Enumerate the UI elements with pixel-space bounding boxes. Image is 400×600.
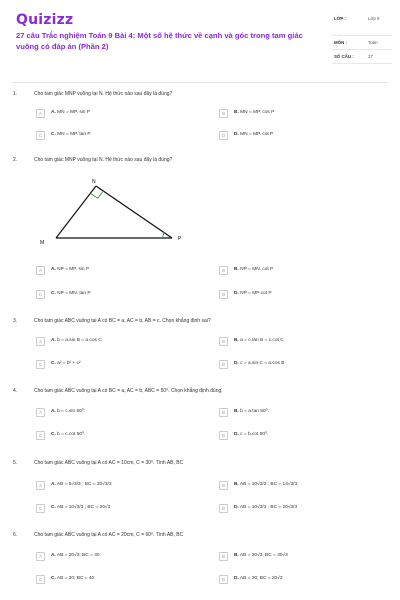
option-c[interactable]: [36, 575, 196, 587]
option-letter-box: A: [36, 266, 45, 275]
option-text: c = a.sin C = a.cos B: [240, 361, 285, 366]
option-text: NP = MP cot P: [240, 291, 272, 296]
option-text: AB = 10√3/3 ; BC = 20√3/3: [239, 505, 298, 510]
meta-value: Toán: [368, 40, 378, 45]
option-label: A.: [51, 482, 56, 487]
option-text: AB = 10√3/3 ; BC = 20√3: [56, 505, 111, 510]
option-text: AB = 20√3; BC = 40: [56, 553, 100, 558]
option-label: D.: [234, 576, 239, 581]
option-letter-box: C: [36, 431, 45, 440]
option-text: MN = MP. sin P: [57, 110, 90, 115]
option-text: AB = 5√3/3 ; BC = 20√3/3: [56, 482, 112, 487]
option-c[interactable]: [36, 504, 196, 516]
option-label: B.: [234, 110, 239, 115]
meta-value: Lớp 9: [368, 16, 380, 21]
option-text: AB = 20; BC = 40: [56, 576, 95, 581]
option-c[interactable]: [36, 290, 196, 302]
option-letter-box: C: [36, 504, 45, 513]
option-letter-box: D: [219, 360, 228, 369]
triangle-mnp-figure: [40, 176, 200, 248]
option-a[interactable]: [36, 337, 196, 349]
option-label: A.: [51, 267, 56, 272]
question-number: 3.: [13, 318, 18, 324]
option-text: AB = 20√3; BC = 40√3: [239, 553, 288, 558]
meta-row-subject: [332, 36, 392, 50]
option-text: NP = MP. sin P: [57, 267, 90, 272]
header-divider: [12, 82, 388, 83]
option-label: D.: [234, 361, 239, 366]
option-d[interactable]: [219, 504, 379, 516]
option-text: NP = MN. tan P: [57, 291, 91, 296]
option-letter-box: D: [219, 131, 228, 140]
option-text: a² = b² + c²: [57, 361, 81, 366]
option-text: MN = MP. cot P: [240, 132, 274, 137]
option-label: A.: [51, 409, 56, 414]
option-text: AB = 10√3/3 ; BC = 14√3/3: [239, 482, 298, 487]
option-letter-box: B: [219, 266, 228, 275]
question-text: Cho tam giác ABC vuông tại A có AC = 10cm, C = 30⁰. Tính AB, BC: [34, 460, 184, 466]
option-text: b = c.sin 50⁰.: [57, 409, 86, 414]
option-label: C.: [51, 432, 56, 437]
option-label: B.: [234, 267, 239, 272]
option-a[interactable]: [36, 266, 196, 278]
option-label: D.: [234, 432, 239, 437]
option-d[interactable]: [219, 360, 379, 372]
meta-key: SỐ CÂU :: [334, 54, 354, 59]
question-text: Cho tam giác MNP vuông tại N. Hệ thức nào sau đây là đúng?: [34, 91, 173, 97]
option-b[interactable]: [219, 266, 379, 278]
option-letter-box: C: [36, 360, 45, 369]
option-label: A.: [51, 110, 56, 115]
meta-key: MÔN :: [334, 40, 347, 45]
option-label: D.: [234, 291, 239, 296]
option-letter-box: A: [36, 337, 45, 346]
option-letter-box: B: [219, 337, 228, 346]
question-number: 5.: [13, 460, 18, 466]
option-text: a = c.tan B = c.cot C: [240, 338, 284, 343]
meta-row-count: [332, 50, 392, 64]
worksheet-title: 27 câu Trắc nghiệm Toán 9 Bài 4: Một số hệ thức về cạnh và góc trong tam giác vuông có đáp án (Phần 2): [16, 31, 303, 51]
option-letter-box: A: [36, 109, 45, 118]
option-c[interactable]: [36, 431, 196, 443]
right-angle-mark: [91, 191, 104, 198]
option-letter-box: A: [36, 481, 45, 490]
question-number: 2.: [13, 157, 18, 163]
option-b[interactable]: [219, 337, 379, 349]
option-b[interactable]: [219, 109, 379, 121]
option-letter-box: C: [36, 290, 45, 299]
option-b[interactable]: [219, 408, 379, 420]
option-letter-box: A: [36, 552, 45, 561]
option-letter-box: D: [219, 431, 228, 440]
option-label: B.: [234, 553, 239, 558]
option-label: A.: [51, 553, 56, 558]
option-a[interactable]: [36, 408, 196, 420]
question-text: Cho tam giác ABC vuông tại A có BC = a, AC = b, ABC = 50⁰. Chọn khẳng định đúng.: [34, 388, 223, 394]
option-text: AB = 20; BC = 20√3: [239, 576, 283, 581]
meta-row-class: [332, 12, 392, 36]
vertex-label-p: P: [178, 236, 182, 242]
option-letter-box: C: [36, 575, 45, 584]
option-letter-box: C: [36, 131, 45, 140]
option-d[interactable]: [219, 290, 379, 302]
option-d[interactable]: [219, 131, 379, 143]
question-number: 1.: [13, 91, 18, 97]
option-label: B.: [234, 482, 239, 487]
option-d[interactable]: [219, 431, 379, 443]
angle-p-mark: [162, 232, 164, 238]
option-letter-box: B: [219, 408, 228, 417]
option-d[interactable]: [219, 575, 379, 587]
option-text: b = a.tan 50⁰.: [240, 409, 269, 414]
option-letter-box: A: [36, 408, 45, 417]
meta-table: [332, 12, 392, 64]
option-letter-box: B: [219, 552, 228, 561]
meta-key: LỚP :: [334, 16, 346, 21]
option-label: C.: [51, 291, 56, 296]
option-letter-box: D: [219, 575, 228, 584]
option-b[interactable]: [219, 552, 379, 564]
vertex-label-m: M: [40, 240, 45, 246]
option-a[interactable]: [36, 481, 196, 493]
worksheet-header: [0, 0, 400, 82]
option-a[interactable]: [36, 552, 196, 564]
option-label: D.: [234, 505, 239, 510]
option-label: C.: [51, 505, 56, 510]
option-label: C.: [51, 132, 56, 137]
question-number: 6.: [13, 532, 18, 538]
option-a[interactable]: [36, 109, 196, 121]
option-b[interactable]: [219, 481, 379, 493]
option-c[interactable]: [36, 131, 196, 143]
question-number: 4.: [13, 388, 18, 394]
option-text: NP = MN. cot P: [240, 267, 274, 272]
question-text: Cho tam giác ABC vuông tại A có AC = 20cm, C = 60⁰. Tính AB, BC: [34, 532, 184, 538]
option-text: b = a.sin B = a.cos C: [57, 338, 102, 343]
option-label: A.: [51, 338, 56, 343]
option-letter-box: B: [219, 109, 228, 118]
option-letter-box: B: [219, 481, 228, 490]
vertex-label-n: N: [92, 179, 96, 185]
side-np: [96, 186, 172, 238]
option-text: MN = MP. cos P: [240, 110, 275, 115]
option-text: MN = MP. tan P: [57, 132, 91, 137]
option-label: C.: [51, 361, 56, 366]
question-text: Cho tam giác MNP vuông tại N. Hệ thức nào sau đây là đúng?: [34, 157, 173, 163]
meta-value: 27: [368, 54, 373, 59]
option-letter-box: D: [219, 290, 228, 299]
side-mn: [56, 186, 96, 238]
option-letter-box: D: [219, 504, 228, 513]
option-label: B.: [234, 409, 239, 414]
option-label: D.: [234, 132, 239, 137]
question-text: Cho tam giác ABC vuông tại A có BC = a, AC = b, AB = c. Chọn khẳng định sai?: [34, 318, 211, 324]
option-label: C.: [51, 576, 56, 581]
option-label: B.: [234, 338, 239, 343]
option-c[interactable]: [36, 360, 196, 372]
quizizz-logo: Quizizz: [16, 12, 74, 28]
option-text: b = c.cot 50⁰.: [57, 432, 86, 437]
option-text: c = b.cot 50⁰.: [240, 432, 269, 437]
